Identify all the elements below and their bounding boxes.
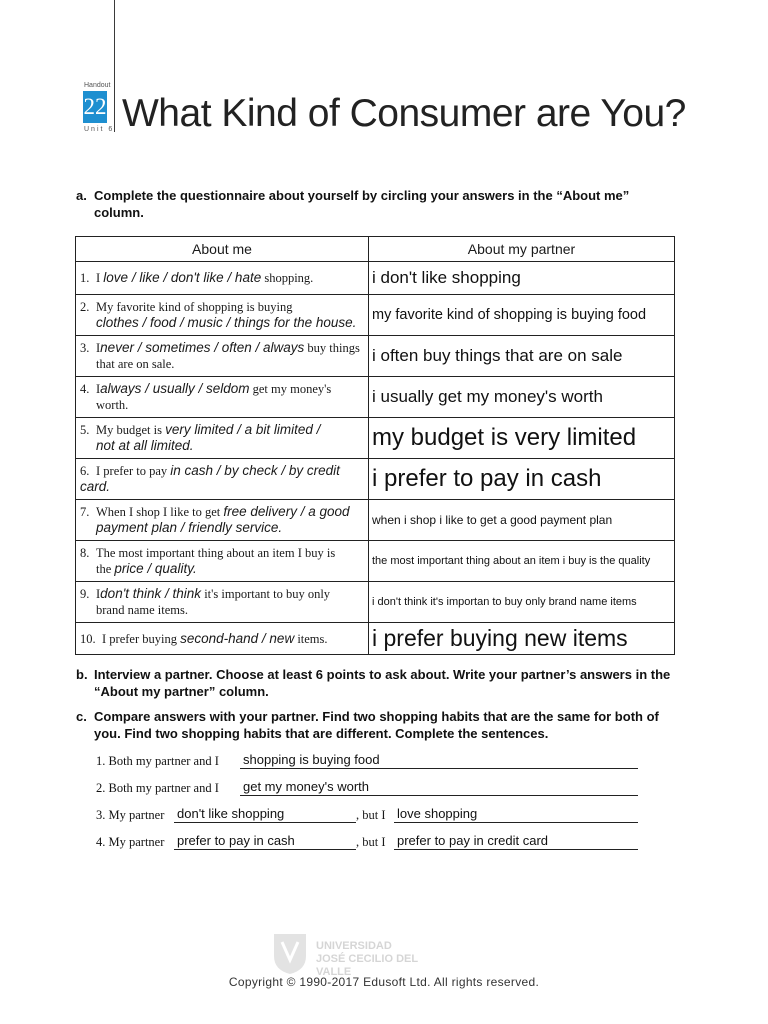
sentence-answer-field-2[interactable]: prefer to pay in credit card <box>394 833 638 850</box>
answer-options[interactable]: in cash / by check / by credit card. <box>80 463 340 494</box>
question-cell <box>76 459 369 500</box>
logo-text <box>316 940 420 979</box>
answer-options-line2[interactable]: payment plan / friendly service. <box>96 520 283 535</box>
question-number: 3. <box>80 341 90 355</box>
instruction-text: Compare answers with your partner. Find two shopping habits that are the same for both of you. Find two shopping habits that are different. Complete the sentences. <box>94 709 659 741</box>
instruction-a <box>76 187 678 221</box>
sentence-answer-field[interactable]: shopping is buying food <box>240 752 638 769</box>
handout-label: Handout <box>84 82 111 89</box>
question-text-end: shopping. <box>264 271 314 285</box>
question-text-end: buy things <box>307 341 360 355</box>
sentence-answer-field[interactable]: don't like shopping <box>174 806 356 823</box>
table-row <box>76 582 675 623</box>
table-row <box>76 623 675 655</box>
question-text-line2: brand name items. <box>96 603 188 617</box>
question-number: 2. <box>80 300 90 314</box>
question-text: My budget is <box>96 423 162 437</box>
table-row <box>76 336 675 377</box>
question-text-line2: worth. <box>96 398 129 412</box>
answer-options[interactable]: second-hand / new <box>180 630 295 646</box>
question-cell <box>76 500 369 541</box>
instruction-text: Complete the questionnaire about yourself by circling your answers in the “About me” column. <box>94 188 630 220</box>
answer-options[interactable]: clothes / food / music / things for the house. <box>96 315 357 330</box>
question-number: 4. <box>80 382 90 396</box>
sentence-prefix: 4. My partner <box>96 835 165 849</box>
table-row <box>76 541 675 582</box>
copyright-footer: Copyright © 1990-2017 Edusoft Ltd. All rights reserved. <box>228 975 540 989</box>
partner-answer: i prefer buying new items <box>369 623 675 655</box>
question-cell <box>76 262 369 295</box>
answer-options[interactable]: always / usually / seldom <box>100 381 250 396</box>
partner-answer: i usually get my money's worth <box>369 377 675 418</box>
question-text-line2: the <box>96 562 112 576</box>
answer-options[interactable]: love / like / don't like / hate <box>103 270 262 285</box>
instruction-b <box>76 666 678 700</box>
handout-number-badge: 22 <box>83 91 107 123</box>
question-text: I <box>96 587 101 601</box>
answer-options[interactable]: don't think / think <box>100 586 202 601</box>
answer-options[interactable]: never / sometimes / often / always <box>100 340 305 355</box>
partner-answer: i often buy things that are on sale <box>369 336 675 377</box>
table-row <box>76 377 675 418</box>
table-row <box>76 459 675 500</box>
table-header-row <box>76 237 675 262</box>
question-text: I <box>96 271 101 285</box>
partner-answer: my budget is very limited <box>369 418 675 459</box>
question-number: 9. <box>80 587 90 601</box>
question-cell <box>76 377 369 418</box>
question-text: My favorite kind of shopping is buying <box>96 300 293 314</box>
question-number: 6. <box>80 464 90 478</box>
shield-icon <box>270 930 310 976</box>
instruction-letter: c. <box>76 709 87 724</box>
question-text: I prefer to pay <box>96 464 168 478</box>
question-cell <box>76 295 369 336</box>
sentence-prefix: 1. Both my partner and I <box>96 754 219 768</box>
question-number: 5. <box>80 423 90 437</box>
sentence-connector: , but I <box>356 808 386 822</box>
column-header-about-partner: About my partner <box>369 237 675 262</box>
answer-options-line2[interactable]: not at all limited. <box>96 438 194 453</box>
question-number: 7. <box>80 505 90 519</box>
instruction-c <box>76 708 678 742</box>
sentence-answer-field-2[interactable]: love shopping <box>394 806 638 823</box>
question-text: I <box>96 341 101 355</box>
question-text: I <box>96 382 101 396</box>
table-row <box>76 262 675 295</box>
question-text-end: it's important to buy only <box>204 587 331 601</box>
question-text: I prefer buying <box>102 631 177 646</box>
header-rule <box>114 0 115 132</box>
unit-label: Unit 6 <box>84 126 115 133</box>
logo-line-2: JOSÉ CECILIO DEL VALLE <box>316 953 418 978</box>
question-text-end: items. <box>297 631 328 646</box>
question-text: When I shop I like to get <box>96 505 221 519</box>
partner-answer: my favorite kind of shopping is buying food <box>369 295 675 336</box>
answer-options[interactable]: very limited / a bit limited / <box>165 422 321 437</box>
sentence-answer-field[interactable]: prefer to pay in cash <box>174 833 356 850</box>
page-title: What Kind of Consumer are You? <box>122 92 686 135</box>
question-cell <box>76 336 369 377</box>
sentence-connector: , but I <box>356 835 386 849</box>
question-number: 8. <box>80 546 90 560</box>
question-number: 10. <box>80 631 96 646</box>
partner-answer: the most important thing about an item i buy is the quality <box>369 541 675 582</box>
sentence-prefix: 3. My partner <box>96 808 165 822</box>
question-text-end: get my money's <box>252 382 332 396</box>
instruction-letter: b. <box>76 667 88 682</box>
partner-answer: i don't like shopping <box>369 262 675 295</box>
university-logo <box>270 930 420 976</box>
sentence-answer-field[interactable]: get my money's worth <box>240 779 638 796</box>
logo-line-1: UNIVERSIDAD <box>316 940 392 952</box>
question-number: 1. <box>80 271 90 285</box>
question-cell <box>76 582 369 623</box>
partner-answer: i don't think it's importan to buy only brand name items <box>369 582 675 623</box>
questionnaire-table <box>75 236 675 655</box>
question-text: The most important thing about an item I buy is <box>96 546 336 560</box>
instruction-letter: a. <box>76 188 87 203</box>
table-row <box>76 418 675 459</box>
question-text-line2: that are on sale. <box>96 357 175 371</box>
answer-options[interactable]: free delivery / a good <box>223 504 350 519</box>
partner-answer: when i shop i like to get a good payment plan <box>369 500 675 541</box>
table-row <box>76 500 675 541</box>
instruction-text: Interview a partner. Choose at least 6 points to ask about. Write your partner’s answers in the “About my partner” column. <box>94 667 671 699</box>
sentence-prefix: 2. Both my partner and I <box>96 781 219 795</box>
question-cell <box>76 418 369 459</box>
answer-options[interactable]: price / quality. <box>114 561 197 576</box>
column-header-about-me: About me <box>76 237 369 262</box>
partner-answer: i prefer to pay in cash <box>369 459 675 500</box>
question-cell <box>76 623 369 655</box>
table-row <box>76 295 675 336</box>
question-cell <box>76 541 369 582</box>
